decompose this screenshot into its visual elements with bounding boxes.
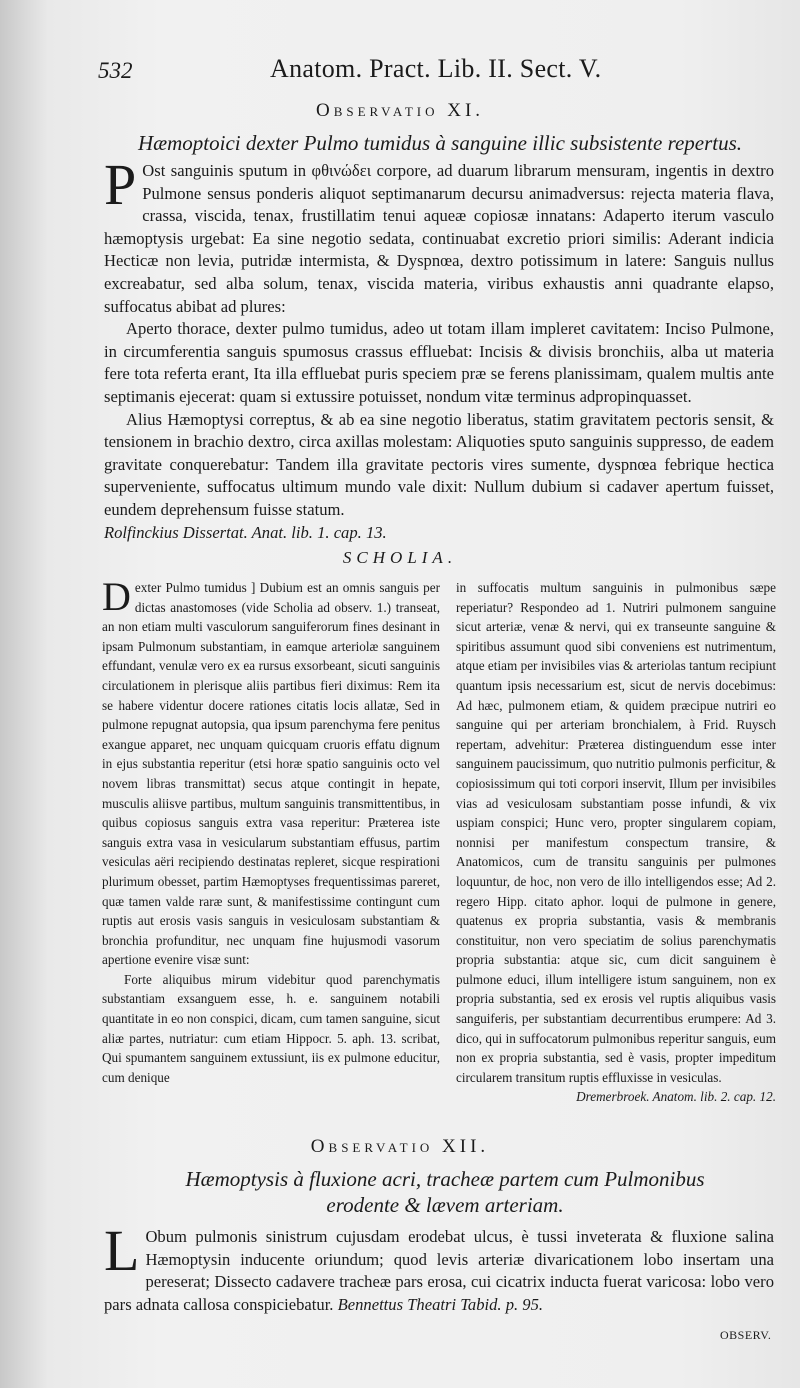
observation-12-subtitle: Hæmoptysis à fluxione acri, tracheæ partem cum Pulmonibus erodente & lævem arteriam. <box>185 1167 705 1217</box>
observation-12-paragraph: L Obum pulmonis sinistrum cujusdam erodebat ulcus, è tussi inveterata & fluxione salina Hæmoptysin inducente oriundum; quod levis arteriæ divaricationem lobo insertam una pereserat; Dissecto cadavere tracheæ pars erosa, cui cicatrix inducta fuerat varicosa: lobo vero pars adnata callosa conspiciebatur. Bennettus Theatri Tabid. p. 95. <box>104 1218 774 1314</box>
scholia-title: SCHOLIA. <box>342 548 458 567</box>
observation-11-body <box>104 152 774 544</box>
scholia-right-column <box>456 578 776 1107</box>
observation-11-paragraph-1: P Ost sanguinis sputum in φθινώδει corpore, ad duarum librarum mensuram, ingentis in dextro Pulmone sensus ponderis aliquot septimanarum decursu animadversus: rejecta materia flava, crassa, viscida, tenax, frustillatim tenui aqueæ copiosæ innatans: Adaperto iterum vasculo hæmoptysis urgebat: Ea sine negotio sedata, continuabat excretio priori similis: Aderant indicia Hecticæ non levia, putridæ intermista, & Dyspnœa, dextro potissimum in latere: Sanguis nullus excreabatur, sed alba solum, tenax, viscida materia, viribus exhaustis anni quadrante elapso, suffocatus abibat ad plures: <box>104 152 774 316</box>
observation-11-paragraph-2: Aperto thorace, dexter pulmo tumidus, adeo ut totam illam impleret cavitatem: Inciso Pulmone, in circumferentia sanguis spumosus crassus effluebat: Incisis & divisis bronchiis, alba ut materia fere tota referta erant, Ita illa effluebat puris speciem præ se ferens planissimam, qualem multis ante septimanis ejecerat: quam si extussire potuisset, nondum vitæ terminus adpropinquasset. <box>104 319 774 406</box>
observation-12-citation: Bennettus Theatri Tabid. p. 95. <box>337 1294 544 1314</box>
observation-12-body <box>104 1218 774 1316</box>
dropcap-p: P <box>104 152 137 217</box>
observation-12-title: Observatio XII. <box>310 1136 490 1157</box>
observation-11-subtitle: Hæmoptoici dexter Pulmo tumidus à sanguine illic subsistente repertus. <box>137 131 743 155</box>
scholia-right-citation: Dremerbroek. Anatom. lib. 2. cap. 12. <box>576 1089 776 1105</box>
observation-11-citation: Rolfinckius Dissertat. Anat. lib. 1. cap. 13. <box>104 522 387 542</box>
page-number: 532 <box>98 58 133 83</box>
scholia-left-paragraph-1: Dexter Pulmo tumidus ] Dubium est an omnis sanguis per dictas anastomoses (vide Scholia ad observ. 1.) transeat, an non etiam multi vasculorum sanguiferorum fines desinant in ipsam Pulmonum substantiam, in eamque arteriolæ sanguinem effundant, venulæ vero ex ea rursus exsorbeant, sicuti sanguinis circulationem in plerisque aliis partibus fieri diximus: Rem ita se habere videntur docere rationes citatis locis allatæ, Sed in pulmone repugnat autopsia, qua ipsum parenchyma fere penitus exangue apparet, nec unquam quicquam cruoris effatu dignum in ejus substantia reperitur (etsi horæ spatio sanguinis octo vel novem libras transmittat) secus atque contingit in hepate, musculis aliisve partibus, multum sanguinis transmittentibus, in quibus copiosus sanguis extra vasa reperitur: Præterea iste sanguis extra vasa in vesicularum substantiam effusus, partim vesiculas aëri recipiendo destinatas repleret, sicque respirationi plurimum obesset, partim Hæmoptyses frequentissimas pareret, quæ tamen valde raræ sunt, & manifestissime contingunt cum ruptis aut erosis vasis sanguis in vesiculosam substantiam & bronchia profunditur, nec unquam fine hujusmodi vasorum apertione evenire visæ sunt: <box>102 574 440 968</box>
dropcap-l: L <box>104 1218 140 1283</box>
catchword: OBSERV. <box>720 1328 772 1342</box>
dropcap-d: D <box>102 574 131 619</box>
scholia-right-paragraph: in suffocatis multum sanguinis in pulmonibus sæpe reperiatur? Respondeo ad 1. Nutriri pulmonem sanguine sicut arteriæ, venæ & nervi, qui ex transeunte sanguine & spiritibus assumunt quod sibi conveniens est nutrimentum, atque etiam per invisibiles vias & arteriolas tantum recipiunt quantum ipsis necessarium est, sicut de nervis docebimus: Ad hæc, pulmonem etiam, & quidem præcipue nutriri eo sanguine qui per arteriam bronchialem, à Frid. Ruysch repertam, advehitur: Præterea distinguendum esse inter sanguinem paucissimum, quo nutritio pulmonis perficitur, & copiosissimum qui toti corpori inservit, Illum per invisibiles vias ad vesiculosam substantiam posse infundi, & vix uspiam conspici; Hunc vero, propter singularem copiam, nonnisi per manifestum conspectum transire, & Anatomicos, cum de transitu sanguinis per pulmones loquuntur, de hoc, non vero de illo intelligendos esse; Ad 2. regero Hipp. citato aphor. loqui de pulmone in genere, quatenus ex propria substantia, vasis & membranis constituitur, non vero speciatim de solius parenchymatis propria substantia: atque sic, cum dicit sanguinem è pulmone educi, illum intelligere istum sanguinem, non ex propria substantia, sed ex erosis vel ruptis aliquibus vasis sanguiferis, per substantiam decurrentibus erumpere: Ad 3. dico, qui in suffocatorum pulmonibus reperitur sanguis, eum non ex propria substantia, sed è vasis, propter impeditum circularem transitum ruptis effluxisse in vesiculas. <box>456 580 776 1085</box>
observation-11-title: Observatio XI. <box>315 100 485 121</box>
observation-11-paragraph-3: Alius Hæmoptysi correptus, & ab ea sine negotio liberatus, statim gravitatem pectoris sensit, & tensionem in brachio dextro, circa axillas molestam: Aliquoties sputo sanguinis suppresso, de eadem gravitate conquerebatur: Tandem illa gravitate pectoris vires sumente, dyspnœa febrique hectica superveniente, suffocatus ultimum mundo vale dixit: Nullum dubium si cadaver apertum fuisset, eundem deprehensum fuisse statum. <box>104 409 774 519</box>
running-head: Anatom. Pract. Lib. II. Sect. V. <box>270 54 602 83</box>
scholia-left-paragraph-2: Forte aliquibus mirum videbitur quod parenchymatis substantiam exsanguem esse, h. e. sanguinem notabili quantitate in eo non conspici, dicam, cum tamen sanguine, sicut aliæ partes, nutriatur: cum etiam Hippocr. 5. aph. 13. scribat, Qui spumantem sanguinem extussiunt, iis ex pulmone educitur, cum denique <box>102 971 440 1085</box>
scholia-left-column <box>102 574 440 1087</box>
